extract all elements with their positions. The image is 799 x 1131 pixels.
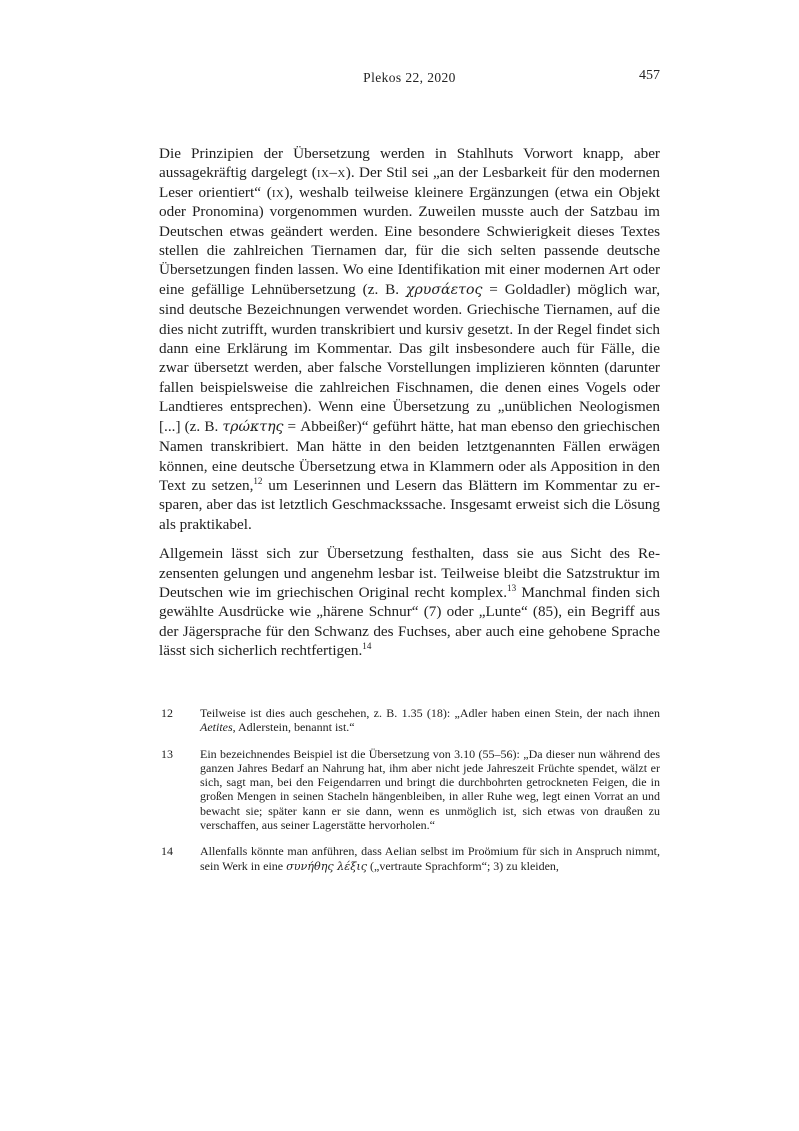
- footnote-12: [159, 706, 660, 735]
- footnote-text: [200, 747, 660, 832]
- main-text-block: [159, 144, 660, 671]
- text-run: ix: [271, 183, 285, 201]
- text-run: Aetites: [200, 720, 233, 735]
- text-run: um Leserinnen und Lesern das Blättern im Kommentar zu ersparen, aber das ist letztlich Geschmackssache. Insgesamt erweist sich die Lösung als praktikabel.: [159, 476, 660, 533]
- footnote-text: [200, 844, 660, 872]
- footnote-text: [200, 706, 660, 734]
- text-run: Teilweise ist dies auch geschehen, z. B. 1.35 (18): „Adler haben einen Stein, der nach ihnen: [200, 706, 660, 720]
- text-run: Die Prinzipien der Übersetzung werden in Stahlhuts Vorwort knapp, aber aussagekräftig dargelegt (: [159, 145, 660, 182]
- running-header: [159, 70, 660, 88]
- footnote-number: 13: [161, 746, 173, 761]
- paragraph-translation-principles: [159, 144, 660, 534]
- page-number: 457: [639, 68, 660, 83]
- text-run: ). Der Stil sei „an der Lesbarkeit für den modernen Leser orientiert“ (: [159, 164, 661, 201]
- footnote-14: [159, 844, 660, 874]
- text-run: Ein bezeichnendes Beispiel ist die Übersetzung von 3.10 (55–56): „Da dieser nun während des ganzen Jahres Bedarf an Nahrung hat, ihm aber nicht jede Jahreszeit Früchte spendet, wälzt er sich, sagt man, bei den Feigendarren und bringt die durchbohrten getrockneten Feigen, die in großen Mengen in seinen Stacheln hängenbleiben, in aller Ruhe weg, legt einen Vorrat an und bewacht sie; später kann er sie dann, wenn es unmöglich ist, sich etwas von draußen zu verschaffen, aus seiner Lagerstätte hervorholen.“: [200, 746, 660, 833]
- text-run: χρυσάετος: [405, 281, 483, 298]
- text-run: ), weshalb teilweise kleinere Ergänzungen (etwa ein Objekt oder Pronomina) vorgenommen wurden. Zuweilen musste auch der Satzbau im Deutschen etwas geändert werden. Eine besondere Schwierigkeit dieses Textes stellen die zahlreichen Tiernamen dar, für die sich selten passende deutsche Übersetzungen finden lassen. Wo eine Identifikation mit einer modernen Art oder eine gefällige Lehnübersetzung (z. B.: [159, 183, 660, 298]
- journal-title: Plekos 22, 2020: [363, 70, 456, 85]
- text-run: Manchmal finden sich gewählte Ausdrücke wie „härene Schnur“ (7) oder „Lunte“ (85), ein Begriff aus der Jägersprache für den Schwanz des Fuchses, aber auch eine gehobene Sprache lässt sich sicherlich rechtfertigen.: [159, 583, 660, 660]
- footnote-reference: 13: [507, 582, 517, 593]
- footnote-number: 12: [161, 706, 173, 720]
- text-run: = Goldadler) möglich war, sind deutsche Bezeichnungen verwendet worden. Griechische Tiernamen, auf die dies nicht zutrifft, wurden transkribiert und kursiv gesetzt. In der Regel findet sich dann eine Erklärung im Kommentar. Das gilt insbesondere auch für Fälle, die zwar übersetzt werden, aber falsche Vorstellungen implizieren könnten (darunter fallen beispielsweise die zahlreichen Fischnamen, die denen eines Vogels oder Landtieres entsprechen). Wenn eine Übersetzung zu „unüblichen Neologismen [...] (z. B.: [159, 280, 660, 435]
- footnotes-block: [159, 706, 660, 886]
- text-run: Allenfalls könnte man anführen, dass Aelian selbst im Proömium für sich in Anspruch nimmt, sein Werk in eine: [200, 844, 660, 873]
- footnote-number: 14: [161, 844, 173, 859]
- text-run: τρώκτης: [222, 418, 284, 435]
- text-run: („vertraute Sprachform“; 3) zu kleiden,: [367, 858, 559, 873]
- text-run: συνήθης λέξις: [286, 859, 368, 873]
- text-run: = Abbeißer)“ geführt hätte, hat man ebenso den griechischen Namen transkribiert. Man hätte in den beiden letztgenannten Fällen erwägen können, eine deutsche Übersetzung etwa in Klammern oder als Apposition in den Text zu setzen,: [159, 417, 661, 494]
- text-run: , Adlerstein, benannt ist.“: [232, 720, 355, 735]
- footnote-reference: 14: [362, 641, 372, 652]
- paragraph-translation-assessment: [159, 544, 660, 660]
- text-run: ix–x: [316, 164, 346, 182]
- text-run: Allgemein lässt sich zur Übersetzung festhalten, dass sie aus Sicht des Rezensenten gelungen und angenehm lesbar ist. Teilweise bleibt die Satzstruktur im Deutschen wie im griechischen Original recht komplex.: [159, 545, 660, 601]
- footnote-13: [159, 747, 660, 833]
- footnote-reference: 12: [253, 475, 263, 486]
